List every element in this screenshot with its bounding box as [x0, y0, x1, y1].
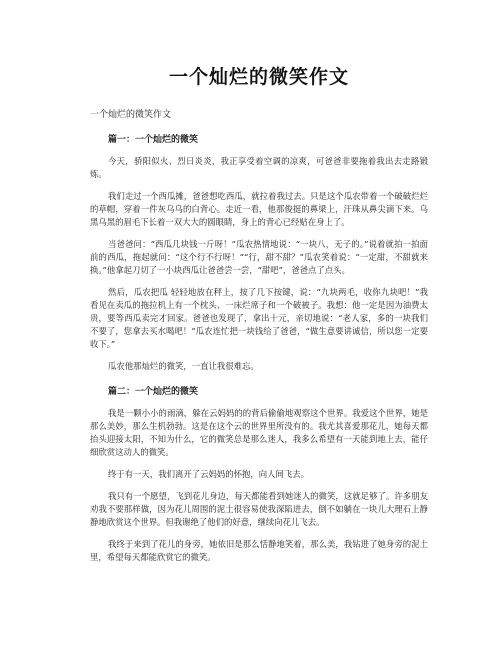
paragraph: 然后，瓜农把瓜 轻轻地放在秤上，按了几下按键，说：“九块两毛，收你九块吧！”我看见在卖瓜的拖拉机上有一个枕头、一床烂席子和一个破被子。我想：他一定是因为油费太贵，要等西瓜卖完才回家。爸爸也发现了，拿出十元，亲切地说：“老人家，多的一块我们不要了，您拿去买水喝吧！”瓜农连忙把一块钱给了爸爸，“做生意要讲诚信，所以您一定要收下。”: [90, 287, 428, 349]
paragraph: 当爸爸问：“西瓜几块钱一斤呀！”瓜农热情地说：“一块八，无子的。”说着就拍一拍面前的西瓜，拖起就问：“这个行不行呀！”“行，甜不甜？”瓜农笑着说：“一定甜，不甜就来换。”他拿起刀切了一小块西瓜让爸爸尝一尝，“甜吧”，爸爸点了点头。: [90, 239, 428, 275]
paragraph: 今天，骄阳似火、烈日炎炎，我正享受着空调的凉爽，可爸爸非要拖着我出去走路锻炼。: [90, 156, 428, 179]
paragraph: 我只有一个愿望，飞到花儿身边，每天都能看到她迷人的微笑，这就足够了。许多朋友劝我不要那样做，因为花儿周围的泥土很容易使我深陷进去，倒不如躺在一块儿大理石上静静地欣赏这个世界。但我谢绝了他们的好意，继续向花儿飞去。: [90, 491, 428, 527]
paragraph: 瓜农他那灿烂的微笑，一直让我很难忘。: [108, 361, 259, 371]
paragraph: 我是一颗小小的雨滴，躲在云妈妈的的背后偷偷地观察这个世界。我爱这个世界，她是那么美妙，那么生机勃勃。这是在这个云的世界里所没有的。我尤其喜爱那花儿，她每天都抬头迎接太阳，不知为什么，它的微笑总是那么迷人，我多么希望有一天能到地上去，能仔细欣赏这动人的微笑。: [90, 408, 428, 457]
document-subtitle: 一个灿烂的微笑作文: [90, 110, 172, 120]
section-heading: 篇一：一个灿烂的微笑: [108, 135, 199, 145]
section-1: [90, 134, 428, 373]
document-title: 一个灿烂的微笑作文: [168, 66, 349, 88]
section-2: [90, 386, 428, 564]
paragraph: 我们走过一个西瓜摊，爸爸想吃西瓜，就拉着我过去。只是这个瓜农带着一个破破烂烂的草帽，穿着一件灰乌乌的白背心。走近一看，他那俊挺的鼻梁上，汗珠从鼻尖滴下来。乌黑乌黑的眉毛下长着一双大大的圆眼睛，身上的背心已经贴在身上了。: [90, 191, 428, 227]
section-heading: 篇二：一个灿烂的微笑: [108, 387, 199, 397]
paragraph: 终于有一天，我们离开了云妈妈的怀抱，向人间飞去。: [108, 469, 309, 479]
paragraph: 我终于来到了花儿的身旁，她依旧是那么恬静地笑着，那么美，我钻进了她身旁的泥土里，希望每天都能欣赏它的微笑。: [90, 539, 428, 562]
